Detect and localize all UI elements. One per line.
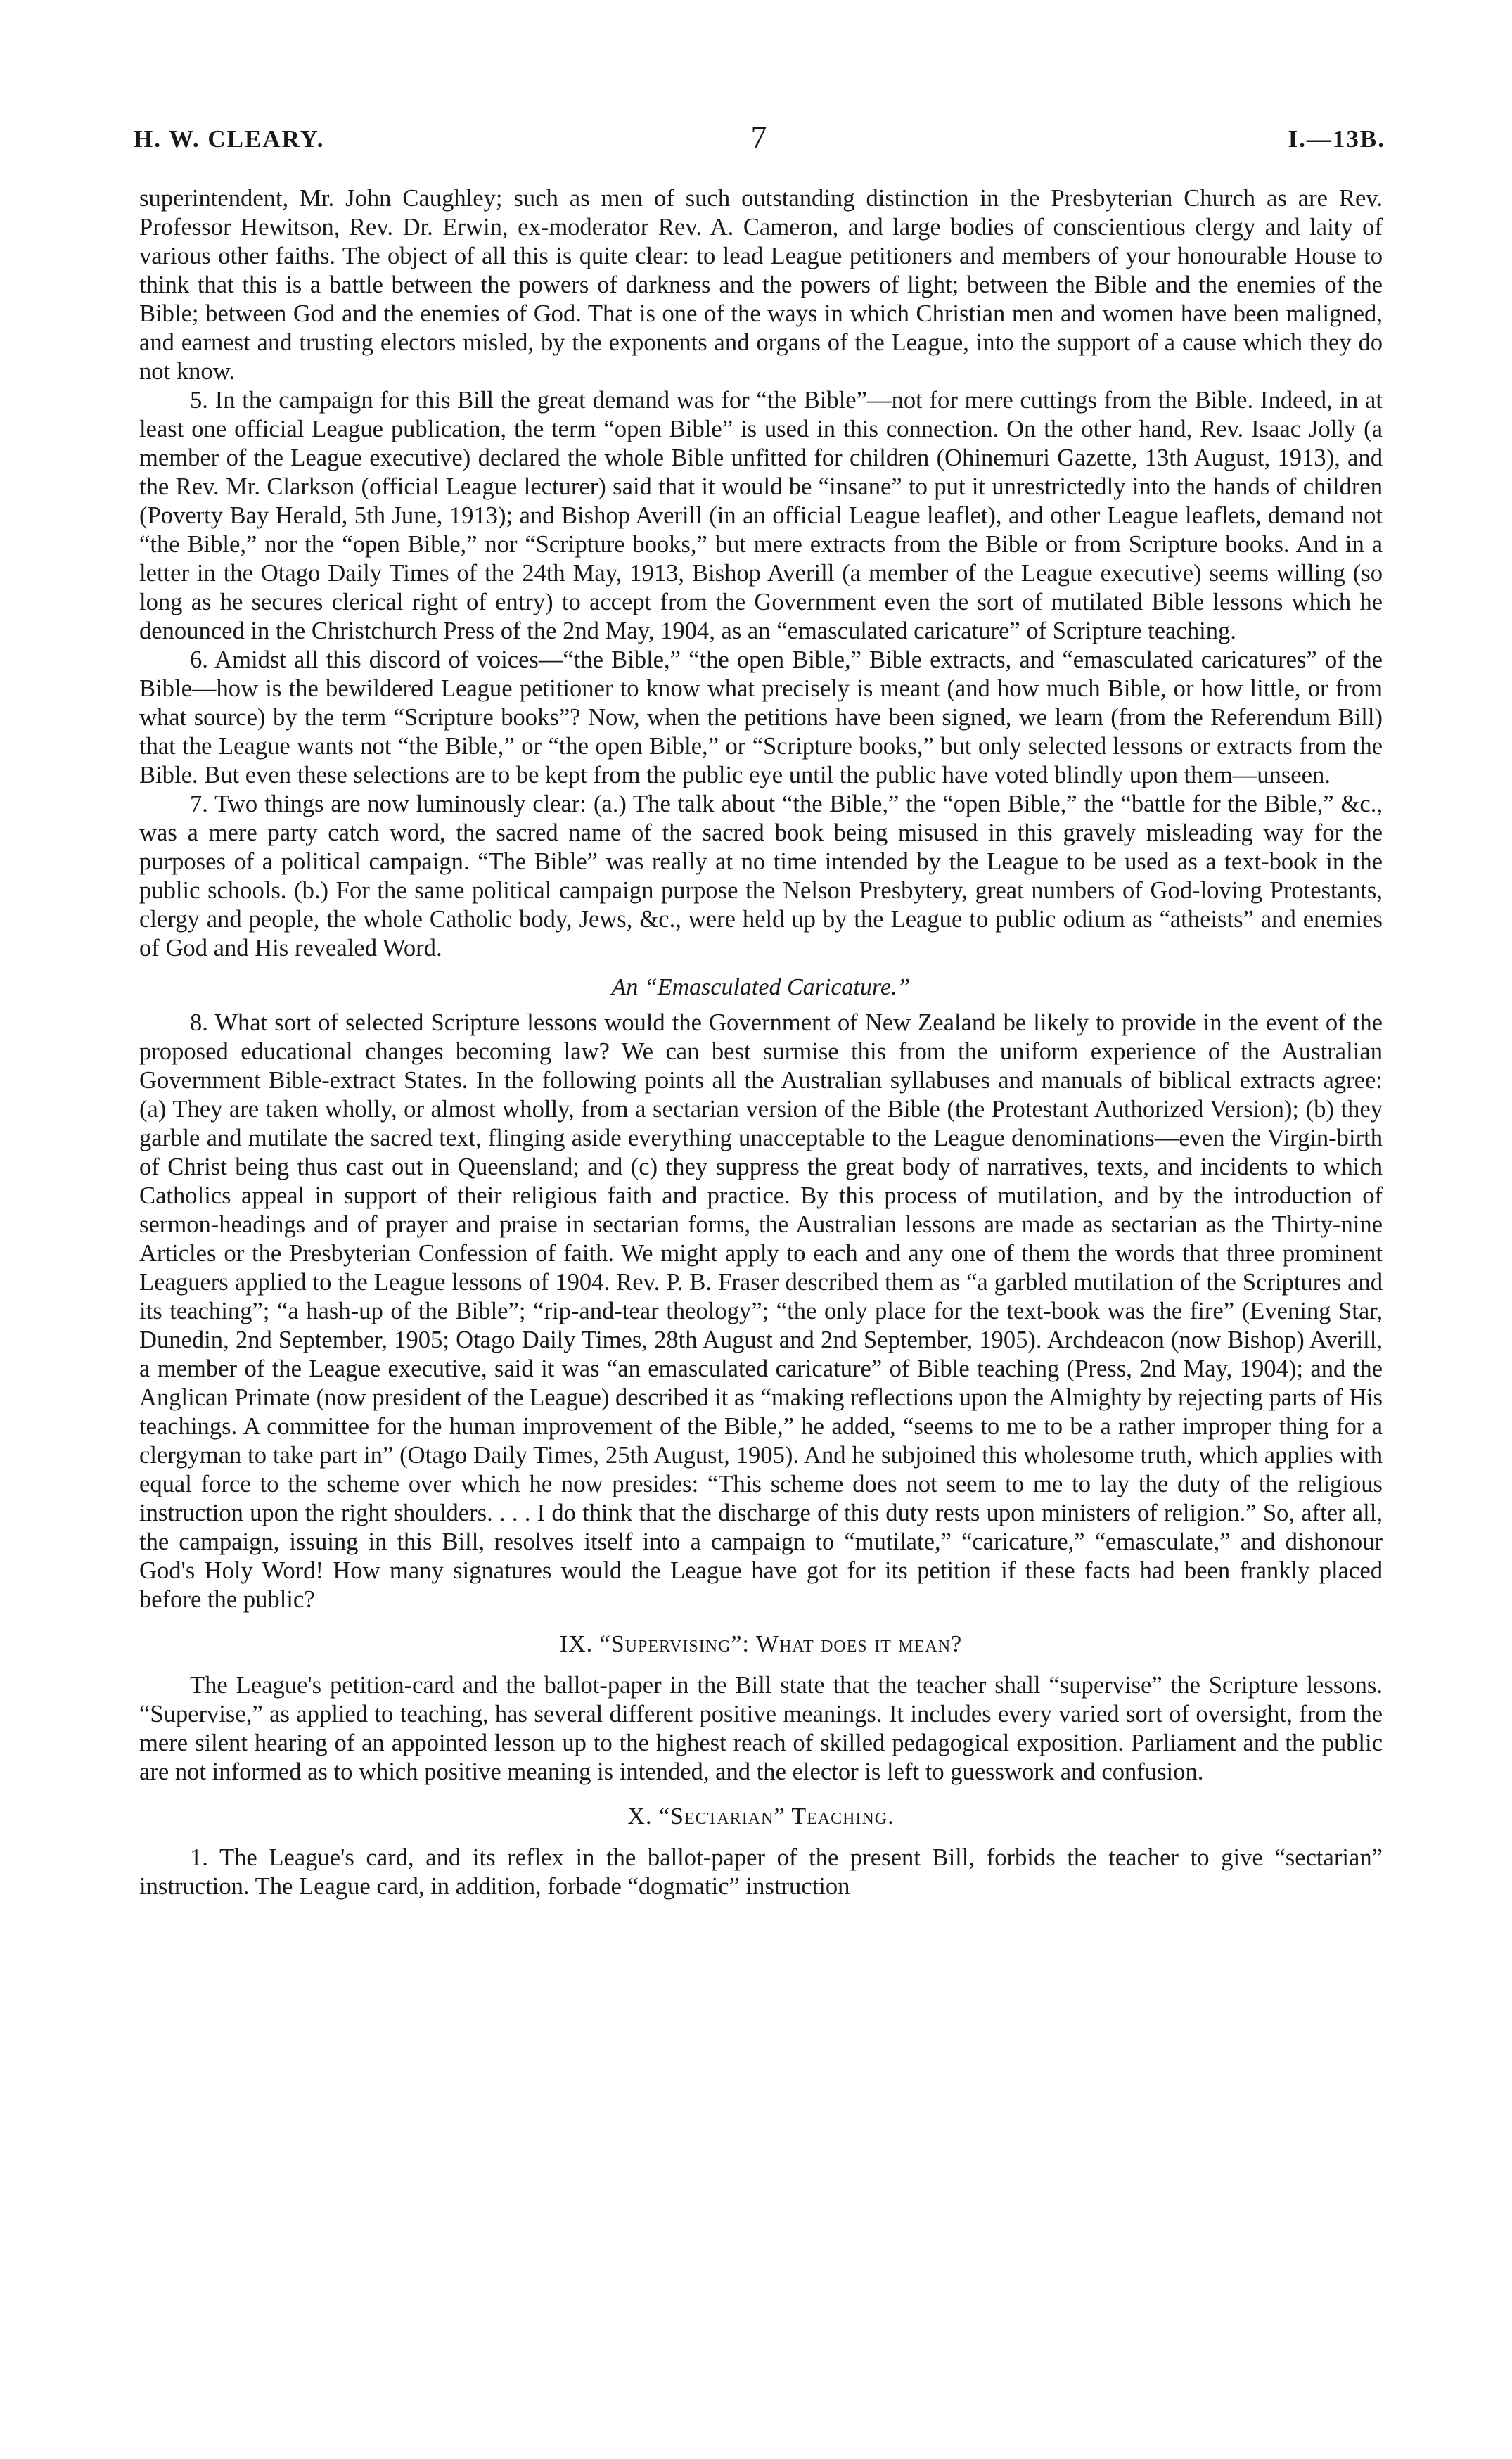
paragraph-7: 7. Two things are now luminously clear: (a.) The talk about “the Bible,” the “open Bible,” the “battle for the Bible,” &c., was a mere party catch word, the sacred name of the sacred book being misused in this gravely misleading way for the purposes of a political campaign. “The Bible” was really at no time intended by the League to be used as a text-book in the public schools. (b.) For the same political campaign purpose the Nelson Presbytery, great numbers of God-loving Protestants, clergy and people, the whole Catholic body, Jews, &c., were held up by the League to public odium as “atheists” and enemies of God and His revealed Word. <box>139 791 1383 962</box>
paragraph-x-1: 1. The League's card, and its reflex in the ballot-paper of the present Bill, forbids the teacher to give “sectarian” instruction. The League card, in addition, forbade “dogmatic” instruction <box>139 1844 1383 1900</box>
section-heading-caricature: An “Emasculated Caricature.” <box>611 974 911 1000</box>
section-heading-ix: IX. “Supervising”: What does it mean? <box>559 1631 963 1657</box>
document-reference: I.—13B. <box>1288 125 1385 153</box>
header-author: H. W. CLEARY. <box>134 125 325 153</box>
page-header <box>134 118 1385 160</box>
paragraph-8: 8. What sort of selected Scripture lessons would the Government of New Zealand be likely to provide in the event of the proposed educational changes becoming law? We can best surmise this from the uniform experience of the Australian Government Bible-extract States. In the following points all the Australian syllabuses and manuals of biblical extracts agree: (a) They are taken wholly, or almost wholly, from a sectarian version of the Bible (the Protestant Authorized Version); (b) they garble and mutilate the sacred text, flinging aside everything unacceptable to the League denominations—even the Virgin-birth of Christ being thus cast out in Queensland; and (c) they suppress the great body of narratives, texts, and incidents to which Catholics appeal in support of their religious faith and practice. By this process of mutilation, and by the introduction of sermon-headings and of prayer and praise in sectarian forms, the Australian lessons are made as sectarian as the Thirty-nine Articles or the Presbyterian Confession of faith. We might apply to each and any one of them the words that three prominent Leaguers applied to the League lessons of 1904. Rev. P. B. Fraser described them as “a garbled mutilation of the Scriptures and its teaching”; “a hash-up of the Bible”; “rip-and-tear theology”; “the only place for the text-book was the fire” (Evening Star, Dunedin, 2nd September, 1905; Otago Daily Times, 28th August and 2nd September, 1905). Archdeacon (now Bishop) Averill, a member of the League executive, said it was “an emasculated caricature” of Bible teaching (Press, 2nd May, 1904); and the Anglican Primate (now president of the League) described it as “making reflections upon the Almighty by rejecting parts of His teachings. A committee for the human improvement of the Bible,” he added, “seems to me to be a rather improper thing for a clergyman to take part in” (Otago Daily Times, 25th August, 1905). And he subjoined this wholesome truth, which applies with equal force to the scheme over which he now presides: “This scheme does not seem to me to lay the duty of the religious instruction upon the right shoulders. . . . I do think that the discharge of this duty rests upon ministers of religion.” So, after all, the campaign, issuing in this Bill, resolves itself into a campaign to “mutilate,” “caricature,” “emasculate,” and dishonour God's Holy Word! How many signatures would the League have got for its petition if these facts had been frankly placed before the public? <box>139 1009 1383 1613</box>
page-number: 7 <box>750 119 769 155</box>
section-heading-x: X. “Sectarian” Teaching. <box>627 1803 895 1829</box>
paragraph-continuation: superintendent, Mr. John Caughley; such as men of such outstanding distinction in the Presbyterian Church as are Rev. Professor Hewitson, Rev. Dr. Erwin, ex-moderator Rev. A. Cameron, and large bodies of conscientious clergy and laity of various other faiths. The object of all this is quite clear: to lead League petitioners and members of your honourable House to think that this is a battle between the powers of darkness and the powers of light; between the Bible and the enemies of the Bible; between God and the enemies of God. That is one of the ways in which Christian men and women have been maligned, and earnest and trusting electors misled, by the exponents and organs of the League, into the support of a cause which they do not know. <box>139 185 1383 385</box>
paragraph-6: 6. Amidst all this discord of voices—“the Bible,” “the open Bible,” Bible extracts, and “emasculated caricatures” of the Bible—how is the bewildered League petitioner to know what precisely is meant (and how much Bible, or how little, or from what source) by the term “Scripture books”? Now, when the petitions have been signed, we learn (from the Referendum Bill) that the League wants not “the Bible,” or “the open Bible,” or “Scripture books,” but only selected lessons or extracts from the Bible. But even these selections are to be kept from the public eye until the public have voted blindly upon them—unseen. <box>139 646 1383 788</box>
paragraph-ix: The League's petition-card and the ballot-paper in the Bill state that the teacher shall “supervise” the Scripture lessons. “Supervise,” as applied to teaching, has several different positive meanings. It includes every varied sort of oversight, from the mere silent hearing of an appointed lesson up to the highest reach of skilled pedagogical exposition. Parliament and the public are not informed as to which positive meaning is intended, and the elector is left to guesswork and confusion. <box>139 1672 1383 1785</box>
paragraph-5: 5. In the campaign for this Bill the great demand was for “the Bible”—not for mere cuttings from the Bible. Indeed, in at least one official League publication, the term “open Bible” is used in this connection. On the other hand, Rev. Isaac Jolly (a member of the League executive) declared the whole Bible unfitted for children (Ohinemuri Gazette, 13th August, 1913), and the Rev. Mr. Clarkson (official League lecturer) said that it would be “insane” to put it unrestrictedly into the hands of children (Poverty Bay Herald, 5th June, 1913); and Bishop Averill (in an official League leaflet), and other League leaflets, demand not “the Bible,” nor the “open Bible,” nor “Scripture books,” but mere extracts from the Bible or from Scripture books. And in a letter in the Otago Daily Times of the 24th May, 1913, Bishop Averill (a member of the League executive) seems willing (so long as he secures clerical right of entry) to accept from the Government even the sort of mutilated Bible lessons which he denounced in the Christchurch Press of the 2nd May, 1904, as an “emasculated caricature” of Scripture teaching. <box>139 387 1383 644</box>
body-text <box>139 184 1383 1901</box>
